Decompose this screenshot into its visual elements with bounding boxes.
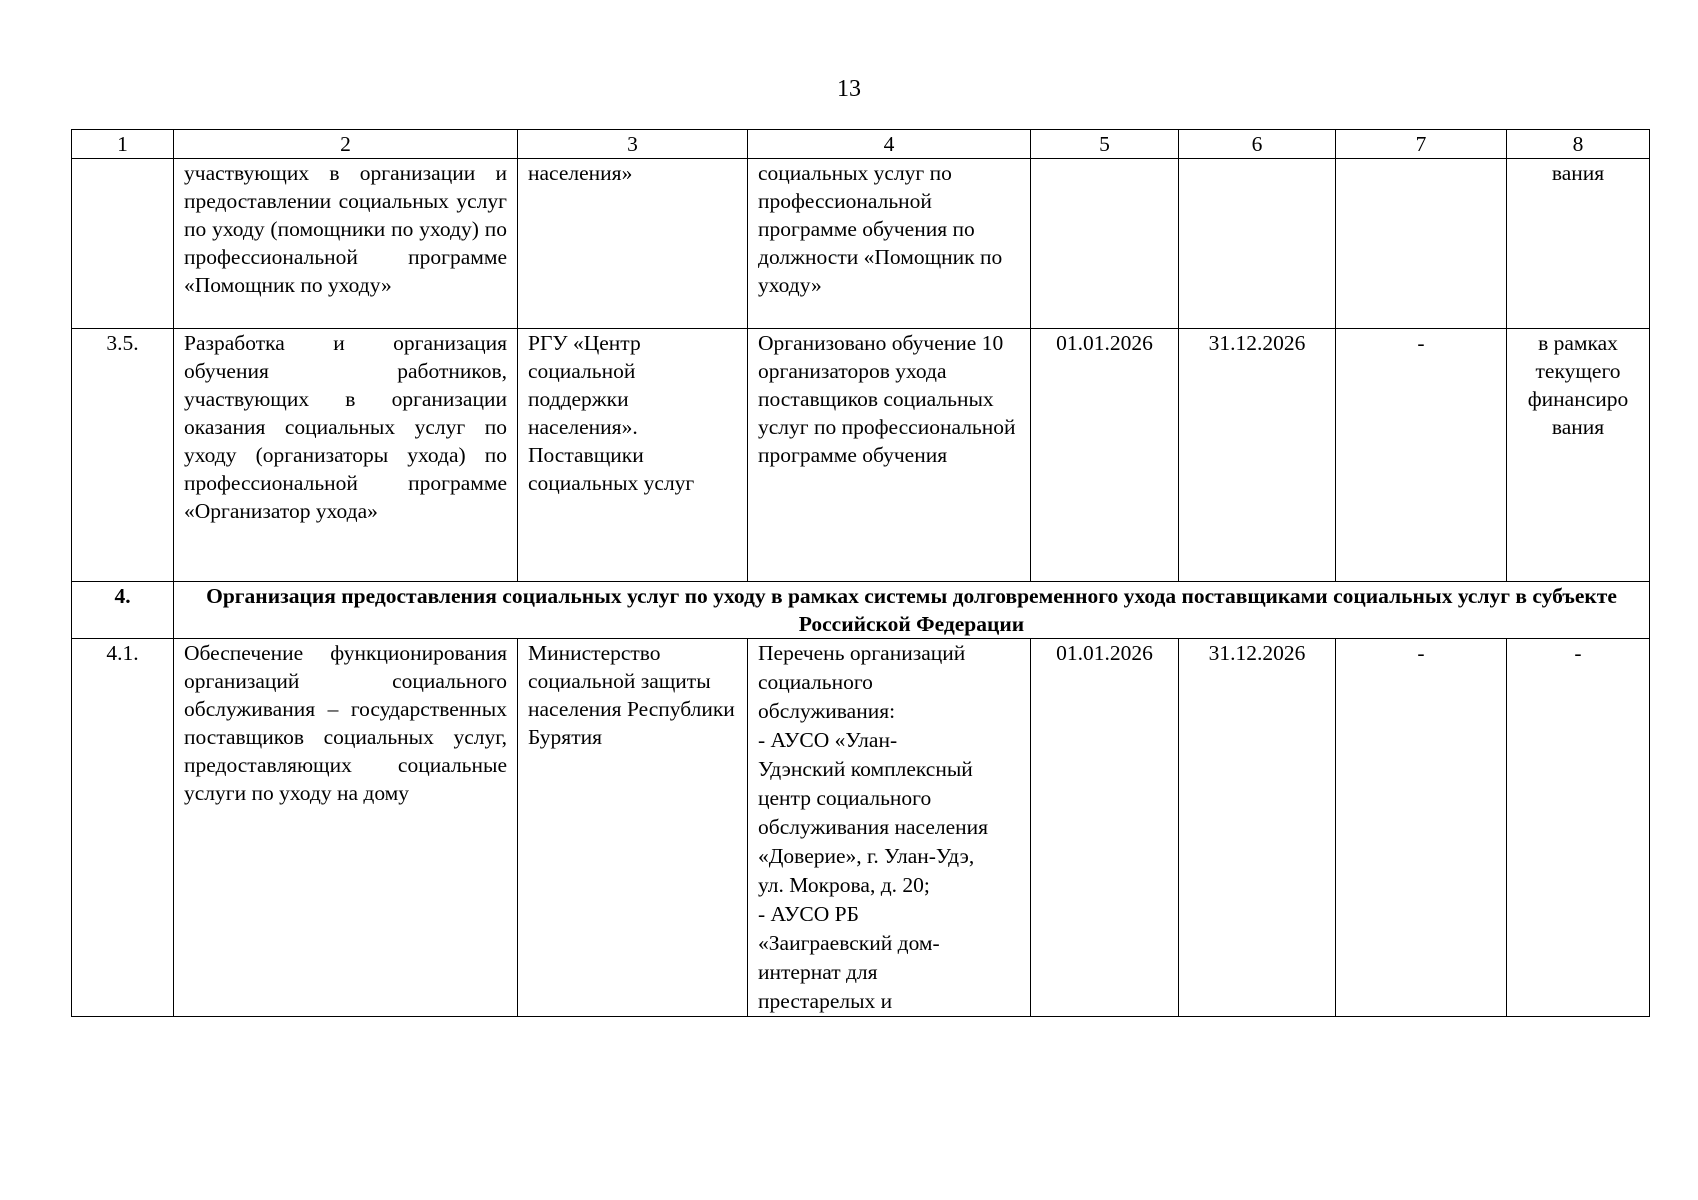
end-date-cell — [1179, 159, 1336, 329]
result-line: «Заиграевский дом- — [758, 931, 940, 955]
executor-cell: Министерство социальной защиты населения Республики Бурятия — [518, 639, 748, 1017]
col7-cell: - — [1336, 329, 1507, 582]
result-line: Удэнский комплексный — [758, 757, 973, 781]
result-line: ул. Мокрова, д. 20; — [758, 873, 930, 897]
section-title: Организация предоставления социальных услуг по уходу в рамках системы долговременного ухода поставщиками социальных услуг в субъекте Российской Федерации — [174, 582, 1650, 639]
activity-cell: участвующих в организации и предоставлении социальных услуг по уходу (помощники по уходу) по профессиональной программе «Помощник по уходу» — [174, 159, 518, 329]
funding-cell: в рамках текущего финансиро вания — [1507, 329, 1650, 582]
result-cell: социальных услуг по профессиональной программе обучения по должности «Помощник по уходу» — [748, 159, 1031, 329]
executor-cell: РГУ «Центр социальной поддержки населения». Поставщики социальных услуг — [518, 329, 748, 582]
activity-cell: Разработка и организация обучения работников, участвующих в организации оказания социальных услуг по уходу (организаторы ухода) по профессиональной программе «Организатор ухода» — [174, 329, 518, 582]
start-date-cell: 01.01.2026 — [1031, 329, 1179, 582]
column-number-row — [72, 130, 1650, 159]
result-line: обслуживания: — [758, 699, 896, 723]
result-cell: Организовано обучение 10 организаторов ухода поставщиков социальных услуг по профессиональной программе обучения — [748, 329, 1031, 582]
col-header-3: 3 — [518, 130, 748, 159]
result-line: центр социального — [758, 786, 932, 810]
col7-cell — [1336, 159, 1507, 329]
col7-cell: - — [1336, 639, 1507, 1017]
table-row-3-5 — [72, 329, 1650, 582]
row-number: 4.1. — [72, 639, 174, 1017]
section-row-4 — [72, 582, 1650, 639]
col-header-1: 1 — [72, 130, 174, 159]
end-date-cell: 31.12.2026 — [1179, 639, 1336, 1017]
table-row-continuation — [72, 159, 1650, 329]
row-number — [72, 159, 174, 329]
activity-cell: Обеспечение функционирования организаций социального обслуживания – государственных поставщиков социальных услуг, предоставляющих социальные услуги по уходу на дому — [174, 639, 518, 1017]
executor-cell: населения» — [518, 159, 748, 329]
result-line: интернат для — [758, 960, 878, 984]
end-date-cell: 31.12.2026 — [1179, 329, 1336, 582]
result-cell — [748, 639, 1031, 1017]
section-number: 4. — [72, 582, 174, 639]
result-line: - АУСО «Улан- — [758, 728, 898, 752]
col-header-6: 6 — [1179, 130, 1336, 159]
col-header-2: 2 — [174, 130, 518, 159]
col-header-4: 4 — [748, 130, 1031, 159]
table-row-4-1 — [72, 639, 1650, 1017]
result-line: обслуживания населения — [758, 815, 989, 839]
funding-cell: - — [1507, 639, 1650, 1017]
col-header-7: 7 — [1336, 130, 1507, 159]
result-line: престарелых и — [758, 989, 893, 1013]
row-number: 3.5. — [72, 329, 174, 582]
result-line: «Доверие», г. Улан-Удэ, — [758, 844, 975, 868]
col-header-5: 5 — [1031, 130, 1179, 159]
page-number: 13 — [837, 76, 861, 102]
start-date-cell: 01.01.2026 — [1031, 639, 1179, 1017]
result-line: Перечень организаций — [758, 641, 966, 665]
result-line: социального — [758, 670, 873, 694]
col-header-8: 8 — [1507, 130, 1650, 159]
plan-table — [71, 129, 1650, 1017]
result-line: - АУСО РБ — [758, 902, 859, 926]
funding-cell: вания — [1507, 159, 1650, 329]
start-date-cell — [1031, 159, 1179, 329]
